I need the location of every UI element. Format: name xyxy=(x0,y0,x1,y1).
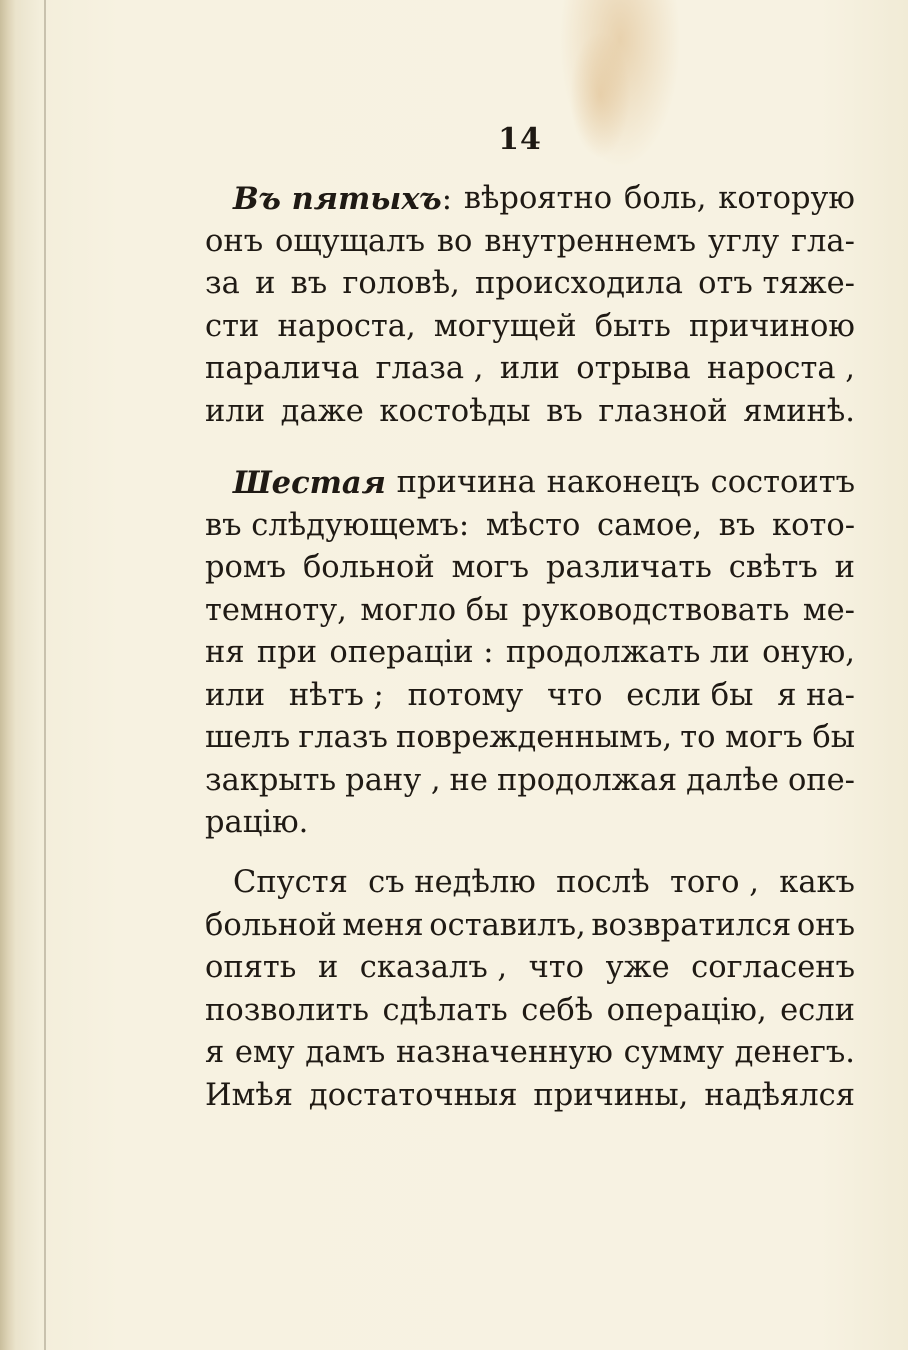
word: могущей xyxy=(433,308,577,344)
word: возвратился xyxy=(591,907,792,943)
word: и xyxy=(834,550,855,585)
word: вѣроятно xyxy=(463,181,613,216)
word: потому xyxy=(407,677,524,713)
word: при xyxy=(256,635,318,670)
word: темноту, xyxy=(205,592,347,628)
word: глазной xyxy=(598,393,728,429)
word: если xyxy=(780,992,855,1028)
text-line xyxy=(205,178,855,221)
text-line xyxy=(205,263,855,306)
word: различать xyxy=(546,550,712,585)
word: согласенъ xyxy=(691,950,855,985)
word: оную, xyxy=(762,635,855,670)
word: сказалъ , xyxy=(359,950,508,985)
word: Имѣя xyxy=(205,1077,293,1113)
word: онъ xyxy=(205,223,264,259)
text-line xyxy=(205,632,855,675)
text-line xyxy=(205,348,855,391)
word: закрыть xyxy=(205,762,337,798)
word: меня xyxy=(342,907,424,943)
text-line xyxy=(205,462,855,505)
word: я на- xyxy=(777,677,855,713)
word: и xyxy=(317,950,339,985)
word: причины, xyxy=(533,1077,689,1113)
word: или xyxy=(205,393,266,429)
word: больной xyxy=(205,907,337,943)
text-line xyxy=(205,947,855,990)
text-line xyxy=(205,802,855,845)
word: больной xyxy=(302,550,435,585)
word: и xyxy=(255,266,276,301)
text-line xyxy=(205,1075,855,1118)
word: наконецъ xyxy=(546,465,700,500)
word: кото- xyxy=(772,507,855,543)
word: онъ xyxy=(796,907,855,943)
page-fold-line xyxy=(44,0,46,1350)
word: причиною xyxy=(689,308,855,344)
text-line xyxy=(205,306,855,349)
word: что xyxy=(528,950,585,985)
text-line xyxy=(205,221,855,264)
word: въ xyxy=(546,393,583,429)
word: ему xyxy=(234,1035,295,1070)
page-number: 14 xyxy=(498,122,542,157)
word: ме- xyxy=(802,592,855,628)
word: достаточныя xyxy=(308,1077,518,1113)
word: самое, xyxy=(597,507,703,543)
text-line xyxy=(205,717,855,760)
word: поврежденнымъ, xyxy=(396,720,673,755)
word: какъ xyxy=(779,865,855,900)
word: или xyxy=(499,351,560,386)
word: дамъ xyxy=(305,1035,386,1070)
word: рацію. xyxy=(205,805,309,840)
word: или xyxy=(205,677,266,713)
word: если бы xyxy=(626,677,754,713)
word: боль, xyxy=(624,181,707,216)
word: что xyxy=(547,677,603,713)
word: быть xyxy=(594,308,671,344)
word: нароста, xyxy=(277,308,416,344)
word: головѣ, xyxy=(342,266,460,301)
word: причина xyxy=(396,465,536,500)
word: глаза , xyxy=(375,351,484,386)
word: сдѣлать xyxy=(382,992,508,1028)
word: денегъ. xyxy=(734,1035,855,1070)
word: происходила xyxy=(475,266,683,301)
word: шелъ xyxy=(205,720,291,755)
word: въ xyxy=(718,507,756,543)
word: послѣ xyxy=(556,865,650,900)
word: состоитъ xyxy=(710,465,855,500)
text-line xyxy=(205,505,855,548)
word: сти xyxy=(205,308,260,344)
word: которую xyxy=(718,181,855,216)
word xyxy=(233,462,386,505)
text-line xyxy=(205,905,855,948)
word: операціи : xyxy=(329,635,494,670)
word: себѣ xyxy=(521,992,594,1028)
text-line xyxy=(205,391,855,434)
word: костоѣды xyxy=(379,393,531,429)
word: не xyxy=(449,762,488,798)
paragraph-lead-word: Въ пятыхъ xyxy=(233,181,442,217)
word: продолжая xyxy=(496,762,678,798)
word: уже xyxy=(605,950,670,985)
word: могъ xyxy=(451,550,530,585)
word: гла- xyxy=(791,223,855,259)
word: оставилъ, xyxy=(429,907,586,943)
word: Въ пятыхъ: xyxy=(233,181,452,217)
paragraph-patient-return xyxy=(205,862,855,1117)
word: отъ тяже- xyxy=(698,266,855,301)
word: операцію, xyxy=(606,992,767,1028)
text-line xyxy=(205,760,855,803)
paragraph-sixth-reason xyxy=(205,462,855,845)
word: ощущалъ xyxy=(275,223,425,259)
text-line xyxy=(205,1032,855,1075)
word: нароста , xyxy=(707,351,855,386)
page-binding-edge xyxy=(0,0,22,1350)
text-line xyxy=(205,547,855,590)
word: ня xyxy=(205,635,245,670)
word: руководствовать xyxy=(521,592,790,628)
word: опять xyxy=(205,950,297,985)
word: могло бы xyxy=(360,592,509,628)
word: назначенную xyxy=(395,1035,613,1070)
word: я xyxy=(205,1035,225,1070)
paragraph-fifth-reason xyxy=(205,178,855,433)
word: ромъ xyxy=(205,550,287,585)
word: того , xyxy=(669,865,759,900)
word: паралича xyxy=(205,351,360,386)
word: Спустя xyxy=(233,865,348,900)
word: рану , xyxy=(345,762,441,798)
word: за xyxy=(205,266,240,301)
word: позволить xyxy=(205,992,370,1028)
text-line xyxy=(205,862,855,905)
word: отрыва xyxy=(576,351,691,386)
word: глазъ xyxy=(298,720,388,755)
word: углу xyxy=(707,223,780,259)
word: внутреннемъ xyxy=(484,223,697,259)
word: надѣялся xyxy=(704,1077,855,1113)
word: въ xyxy=(290,266,328,301)
word: опе- xyxy=(787,762,855,798)
text-line xyxy=(205,590,855,633)
word: сумму xyxy=(623,1035,725,1070)
word: даже xyxy=(280,393,364,429)
word: продолжать ли xyxy=(505,635,750,670)
word: съ недѣлю xyxy=(368,865,536,900)
word: во xyxy=(436,223,473,259)
paragraph-lead-word: Шестая xyxy=(233,465,386,501)
word: свѣтъ xyxy=(728,550,818,585)
word: мѣсто xyxy=(485,507,581,543)
word: нѣтъ ; xyxy=(288,677,384,713)
word: далѣе xyxy=(686,762,779,798)
text-line xyxy=(205,675,855,718)
text-line xyxy=(205,990,855,1033)
word: въ слѣдующемъ: xyxy=(205,507,470,543)
word: яминѣ. xyxy=(743,393,855,429)
word: то могъ бы xyxy=(680,720,855,755)
